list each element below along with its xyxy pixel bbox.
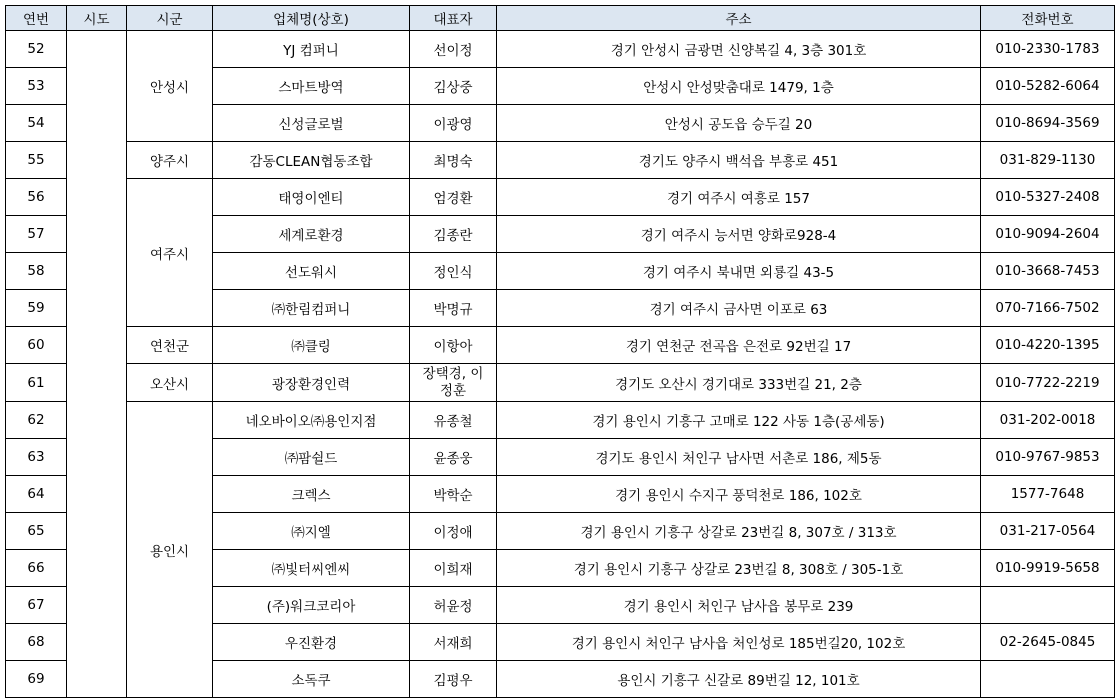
cell-phone: 031-829-1130 xyxy=(981,142,1115,179)
cell-company: 스마트방역 xyxy=(213,68,410,105)
cell-address: 경기 여주시 여흥로 157 xyxy=(497,179,981,216)
cell-city: 오산시 xyxy=(127,364,213,402)
cell-address: 경기도 오산시 경기대로 333번길 21, 2층 xyxy=(497,364,981,402)
cell-representative: 유종철 xyxy=(410,402,497,439)
cell-representative: 엄경환 xyxy=(410,179,497,216)
cell-phone: 010-8694-3569 xyxy=(981,105,1115,142)
header-no: 연번 xyxy=(6,6,67,31)
cell-company: 감동CLEAN협동조합 xyxy=(213,142,410,179)
header-phone: 전화번호 xyxy=(981,6,1115,31)
cell-company: ㈜빛터씨엔씨 xyxy=(213,550,410,587)
table-row xyxy=(6,179,1115,216)
cell-address: 경기 용인시 처인구 남사읍 봉무로 239 xyxy=(497,587,981,624)
cell-phone: 010-9767-9853 xyxy=(981,439,1115,476)
cell-no: 65 xyxy=(6,513,67,550)
cell-company: ㈜한림컴퍼니 xyxy=(213,290,410,327)
cell-phone: 1577-7648 xyxy=(981,476,1115,513)
table-row xyxy=(6,327,1115,364)
cell-representative: 이희재 xyxy=(410,550,497,587)
cell-company: ㈜팜쉴드 xyxy=(213,439,410,476)
cell-company: 광장환경인력 xyxy=(213,364,410,402)
cell-company: 네오바이오㈜용인지점 xyxy=(213,402,410,439)
cell-phone: 031-217-0564 xyxy=(981,513,1115,550)
cell-address: 안성시 공도읍 승두길 20 xyxy=(497,105,981,142)
representative-line: 정훈 xyxy=(439,382,467,399)
cell-representative: 서재희 xyxy=(410,624,497,661)
cell-province xyxy=(67,31,127,698)
header-province: 시도 xyxy=(67,6,127,31)
cell-phone xyxy=(981,587,1115,624)
cell-phone: 070-7166-7502 xyxy=(981,290,1115,327)
cell-company: 크렉스 xyxy=(213,476,410,513)
cell-company: 소독쿠 xyxy=(213,661,410,698)
company-list-sheet xyxy=(5,5,1115,698)
table-row xyxy=(6,402,1115,439)
cell-representative: 김상중 xyxy=(410,68,497,105)
cell-representative xyxy=(410,364,497,402)
cell-city: 용인시 xyxy=(127,402,213,698)
cell-address: 경기 여주시 능서면 양화로928-4 xyxy=(497,216,981,253)
header-address: 주소 xyxy=(497,6,981,31)
cell-phone: 010-5327-2408 xyxy=(981,179,1115,216)
cell-no: 62 xyxy=(6,402,67,439)
cell-address: 경기도 양주시 백석읍 부흥로 451 xyxy=(497,142,981,179)
cell-phone: 010-7722-2219 xyxy=(981,364,1115,402)
cell-address: 경기 용인시 수지구 풍덕천로 186, 102호 xyxy=(497,476,981,513)
cell-company: 신성글로벌 xyxy=(213,105,410,142)
cell-address: 경기 연천군 전곡읍 은전로 92번길 17 xyxy=(497,327,981,364)
cell-representative: 최명숙 xyxy=(410,142,497,179)
cell-no: 67 xyxy=(6,587,67,624)
cell-no: 64 xyxy=(6,476,67,513)
cell-phone xyxy=(981,661,1115,698)
cell-phone: 010-4220-1395 xyxy=(981,327,1115,364)
table-row xyxy=(6,31,1115,68)
cell-representative: 김평우 xyxy=(410,661,497,698)
cell-phone: 010-9919-5658 xyxy=(981,550,1115,587)
cell-address: 경기 용인시 기흥구 상갈로 23번길 8, 308호 / 305-1호 xyxy=(497,550,981,587)
cell-phone: 010-5282-6064 xyxy=(981,68,1115,105)
cell-representative: 김종란 xyxy=(410,216,497,253)
cell-address: 경기 용인시 기흥구 고매로 122 사동 1층(공세동) xyxy=(497,402,981,439)
cell-company: (주)워크코리아 xyxy=(213,587,410,624)
cell-address: 안성시 안성맞춤대로 1479, 1층 xyxy=(497,68,981,105)
cell-phone: 02-2645-0845 xyxy=(981,624,1115,661)
cell-company: 태영이엔티 xyxy=(213,179,410,216)
header-company: 업체명(상호) xyxy=(213,6,410,31)
cell-no: 59 xyxy=(6,290,67,327)
cell-phone: 010-2330-1783 xyxy=(981,31,1115,68)
cell-no: 54 xyxy=(6,105,67,142)
cell-no: 52 xyxy=(6,31,67,68)
cell-company: 선도워시 xyxy=(213,253,410,290)
cell-company: ㈜지엘 xyxy=(213,513,410,550)
cell-address: 용인시 기흥구 신갈로 89번길 12, 101호 xyxy=(497,661,981,698)
cell-representative: 허윤정 xyxy=(410,587,497,624)
cell-representative: 이항아 xyxy=(410,327,497,364)
cell-city: 양주시 xyxy=(127,142,213,179)
cell-address: 경기도 용인시 처인구 남사면 서촌로 186, 제5동 xyxy=(497,439,981,476)
header-row xyxy=(6,6,1115,31)
table-row xyxy=(6,142,1115,179)
cell-representative: 정인식 xyxy=(410,253,497,290)
cell-address: 경기 안성시 금광면 신양복길 4, 3층 301호 xyxy=(497,31,981,68)
cell-city: 연천군 xyxy=(127,327,213,364)
representative-line: 장택경, 이 xyxy=(422,365,484,382)
cell-address: 경기 여주시 금사면 이포로 63 xyxy=(497,290,981,327)
cell-address: 경기 용인시 처인구 남사읍 처인성로 185번길20, 102호 xyxy=(497,624,981,661)
cell-representative: 박학순 xyxy=(410,476,497,513)
cell-no: 61 xyxy=(6,364,67,402)
cell-address: 경기 용인시 기흥구 상갈로 23번길 8, 307호 / 313호 xyxy=(497,513,981,550)
table-row xyxy=(6,364,1115,402)
cell-phone: 031-202-0018 xyxy=(981,402,1115,439)
cell-representative: 선이정 xyxy=(410,31,497,68)
cell-no: 69 xyxy=(6,661,67,698)
cell-no: 56 xyxy=(6,179,67,216)
cell-no: 53 xyxy=(6,68,67,105)
cell-company: ㈜클링 xyxy=(213,327,410,364)
cell-company: 우진환경 xyxy=(213,624,410,661)
cell-no: 68 xyxy=(6,624,67,661)
company-table xyxy=(5,5,1115,698)
cell-no: 58 xyxy=(6,253,67,290)
cell-no: 66 xyxy=(6,550,67,587)
cell-no: 57 xyxy=(6,216,67,253)
cell-address: 경기 여주시 북내면 외룡길 43-5 xyxy=(497,253,981,290)
cell-no: 55 xyxy=(6,142,67,179)
cell-representative: 윤종웅 xyxy=(410,439,497,476)
cell-phone: 010-9094-2604 xyxy=(981,216,1115,253)
cell-company: YJ 컴퍼니 xyxy=(213,31,410,68)
cell-representative: 이정애 xyxy=(410,513,497,550)
cell-representative: 박명규 xyxy=(410,290,497,327)
header-city: 시군 xyxy=(127,6,213,31)
cell-no: 60 xyxy=(6,327,67,364)
cell-representative: 이광영 xyxy=(410,105,497,142)
cell-phone: 010-3668-7453 xyxy=(981,253,1115,290)
header-representative: 대표자 xyxy=(410,6,497,31)
cell-no: 63 xyxy=(6,439,67,476)
cell-city: 여주시 xyxy=(127,179,213,327)
cell-city: 안성시 xyxy=(127,31,213,142)
cell-company: 세계로환경 xyxy=(213,216,410,253)
